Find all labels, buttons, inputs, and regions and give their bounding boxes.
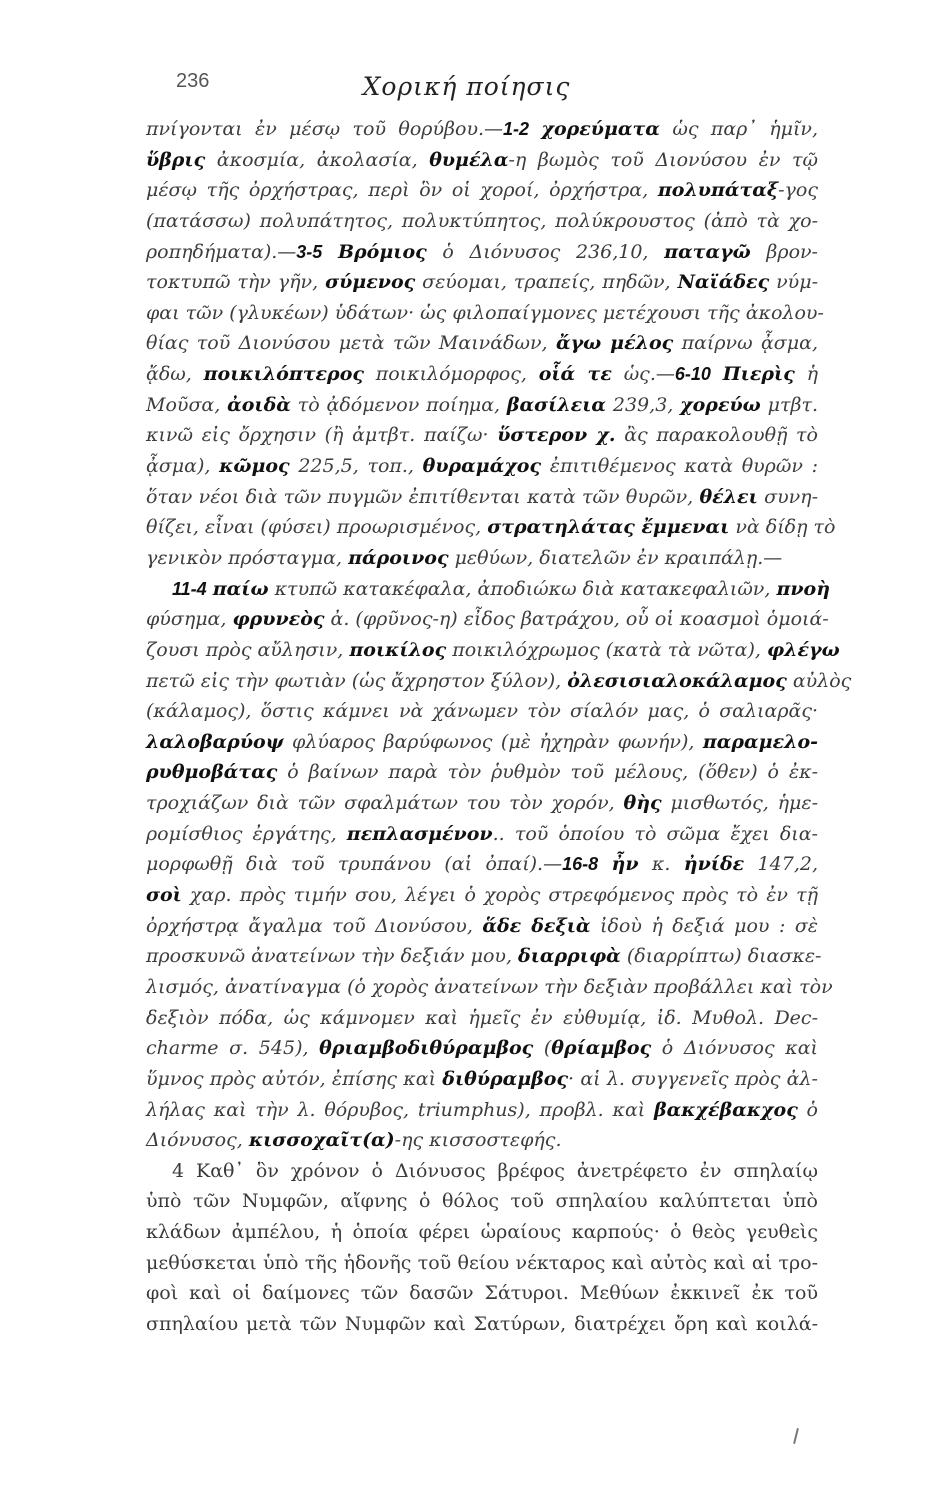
lemma-term: θέλει bbox=[699, 485, 758, 508]
gloss-text: νύμ- bbox=[769, 271, 818, 294]
text-line bbox=[146, 206, 818, 237]
text-line bbox=[146, 911, 818, 942]
gloss-text: φοὶ καὶ οἱ δαίμονες τῶν δασῶν Σάτυροι. Μεθύων ἐκκινεῖ ἐκ τοῦ bbox=[146, 1282, 818, 1305]
gloss-text: ὁ bbox=[797, 1098, 818, 1121]
gloss-text: γενικὸν πρόσταγμα, bbox=[146, 546, 349, 569]
gloss-text: ἀ. (φρῦνος-η) εἶδος βατράχου, οὗ οἱ κοασμοὶ ὁμοιά- bbox=[324, 608, 829, 631]
text-line bbox=[146, 328, 818, 359]
gloss-text: βρον- bbox=[750, 240, 818, 263]
lemma-term: κῶμος bbox=[219, 455, 290, 478]
text-line bbox=[146, 267, 818, 298]
text-line bbox=[146, 543, 818, 574]
gloss-text: ἂς παρακολουθῇ τὸ bbox=[615, 424, 818, 447]
lemma-term: ἦν bbox=[611, 853, 639, 876]
text-line bbox=[146, 175, 818, 206]
lemma-term: διθύραμβος bbox=[442, 1067, 569, 1090]
page-number: 236 bbox=[176, 70, 210, 92]
gloss-text: ρομίσθιος ἐργάτης, bbox=[146, 822, 347, 845]
text-line bbox=[146, 1278, 818, 1309]
gloss-text: χαρ. πρὸς τιμήν σου, λέγει ὁ χορὸς στρεφόμενος πρὸς τὸ ἐν τῇ bbox=[181, 884, 818, 907]
text-line bbox=[146, 604, 829, 635]
gloss-text: ροπηδήματα).— bbox=[146, 240, 297, 263]
gloss-text: (κάλαμος), ὅστις κάμνει νὰ χάνωμεν τὸν σίαλόν μας, ὁ σαλιαρᾶς· bbox=[146, 700, 818, 723]
gloss-text: ἰδοὺ ἡ δεξιά μου : σὲ bbox=[590, 914, 818, 937]
gloss-text: (διαρρίπτω) διασκε- bbox=[620, 945, 822, 968]
text-line bbox=[146, 451, 818, 482]
text-line bbox=[146, 666, 852, 697]
verse-reference: 3-5 bbox=[296, 241, 323, 262]
lemma-term: ποικιλόπτερος bbox=[203, 363, 364, 386]
lemma-term: ἅδε δεξιὰ bbox=[482, 914, 591, 937]
gloss-text: -η βωμὸς τοῦ Διονύσου ἐν τῷ bbox=[508, 148, 818, 171]
gloss-text: -γος bbox=[778, 179, 818, 202]
lemma-term: παταγῶ bbox=[664, 240, 751, 263]
gloss-text bbox=[322, 241, 338, 263]
text-line bbox=[146, 635, 840, 666]
gloss-text: λισμός, ἀνατίναγμα (ὁ χορὸς ἀνατείνων τὴν δεξιὰν προβάλλει καὶ τὸν bbox=[146, 975, 833, 998]
text-line bbox=[146, 1064, 818, 1095]
lemma-term: ὕβρις bbox=[146, 148, 206, 171]
gloss-text: μτβτ. bbox=[760, 393, 818, 416]
gloss-text: αὐλὸς bbox=[786, 669, 852, 692]
gloss-text: ᾆσμα), bbox=[146, 455, 220, 478]
text-line bbox=[146, 512, 836, 543]
gloss-text: κλάδων ἀμπέλου, ἡ ὁποία φέρει ὡραίους καρπούς· ὁ θεὸς γευθεὶς bbox=[146, 1221, 818, 1244]
commentary-body bbox=[146, 114, 852, 1340]
verse-reference: 1-2 bbox=[503, 119, 530, 139]
gloss-text: φύσημα, bbox=[146, 608, 233, 631]
gloss-text: πετῶ εἰς τὴν φωτιὰν (ὡς ἄχρηστον ξύλον), bbox=[146, 669, 568, 692]
lemma-term: φλέγω bbox=[766, 638, 840, 661]
gloss-text: παίρνω ᾆσμα, bbox=[673, 332, 818, 355]
lemma-term: χορεύω bbox=[680, 393, 761, 416]
lemma-term: πνοὴ bbox=[776, 577, 831, 600]
gloss-text: ὁ Διόνυσος 236,10, bbox=[426, 240, 665, 263]
text-line bbox=[146, 574, 831, 605]
gloss-text: ἀκοσμία, ἀκολασία, bbox=[205, 148, 430, 171]
text-line bbox=[146, 972, 833, 1003]
gloss-text: 147,2, bbox=[744, 853, 818, 876]
gloss-text: ἐπιτιθέμενος κατὰ θυρῶν : bbox=[541, 455, 818, 478]
gloss-text: δεξιὸν πόδα, ὡς κάμνομεν καὶ ἡμεῖς ἐν εὐθυμίᾳ, ἰδ. Μυθολ. Dec- bbox=[146, 1006, 818, 1029]
gloss-text: προσκυνῶ ἀνατείνων τὴν δεξιάν μου, bbox=[146, 945, 519, 968]
lemma-term: σύμενος bbox=[325, 271, 416, 294]
gloss-text: -ης κισσοστεφής. bbox=[394, 1129, 562, 1152]
gloss-text: μισθωτός, ἡμε- bbox=[661, 792, 818, 815]
text-line bbox=[146, 482, 818, 513]
gloss-text: φαι τῶν (γλυκέων) ὑδάτων· ὡς φιλοπαίγμονες μετέχουσι τῆς ἀκολου- bbox=[146, 301, 824, 324]
gloss-text: (πατάσσω) πολυπάτητος, πολυκτύπητος, πολύκρουστος (ἀπὸ τὰ χο- bbox=[146, 209, 818, 232]
gloss-text: ποικιλόμορφος, bbox=[363, 363, 539, 386]
lemma-term: ἀοιδὰ bbox=[227, 393, 291, 416]
gloss-text: .. τοῦ ὁποίου τὸ σῶμα ἔχει δια- bbox=[492, 822, 818, 845]
gloss-text bbox=[711, 363, 723, 385]
text-line bbox=[146, 1125, 818, 1156]
gloss-text: τροχιάζων διὰ τῶν σφαλμάτων του τὸν χορόν, bbox=[146, 792, 624, 815]
lemma-term: παίω bbox=[212, 577, 269, 600]
text-line bbox=[146, 757, 818, 788]
text-line bbox=[146, 390, 818, 421]
gloss-text: μεθύσκεται ὑπὸ τῆς ἡδονῆς τοῦ θείου νέκταρος καὶ αὐτὸς καὶ αἱ τρο- bbox=[146, 1251, 818, 1274]
lemma-term: θρίαμβος bbox=[551, 1037, 652, 1060]
text-line bbox=[146, 145, 818, 176]
text-line bbox=[146, 1309, 818, 1340]
gloss-text: · αἱ λ. συγγενεῖς πρὸς ἀλ- bbox=[568, 1067, 818, 1090]
verse-reference: 11-4 bbox=[172, 578, 207, 599]
gloss-text: ἡ bbox=[794, 363, 819, 386]
gloss-text: νὰ δίδῃ τὸ bbox=[729, 516, 836, 539]
text-line bbox=[146, 696, 818, 727]
gloss-text: κινῶ εἰς ὄρχησιν (ἢ ἀμτβτ. παίζω· bbox=[146, 424, 498, 447]
lemma-term: ὕστερον χ. bbox=[497, 424, 616, 447]
lemma-term: διαρριφὰ bbox=[518, 945, 621, 968]
gloss-text: φλύαρος βαρύφωνος (μὲ ἠχηρὰν φωνήν), bbox=[283, 730, 703, 753]
gloss-text: ὑπὸ τῶν Νυμφῶν, αἴφνης ὁ θόλος τοῦ σπηλαίου καλύπτεται ὑπὸ bbox=[146, 1190, 818, 1213]
gloss-text: ὅταν νέοι διὰ τῶν πυγμῶν ἐπιτίθενται κατὰ τῶν θυρῶν, bbox=[146, 485, 700, 508]
text-line bbox=[146, 237, 818, 268]
gloss-text: θίας τοῦ Διονύσου μετὰ τῶν Μαινάδων, bbox=[146, 332, 556, 355]
gloss-text: τὸ ᾀδόμενον ποίημα, bbox=[290, 393, 507, 416]
text-line bbox=[146, 941, 822, 972]
gloss-text: ὀρχήστρᾳ ἄγαλμα τοῦ Διονύσου, bbox=[146, 914, 483, 937]
lemma-term: στρατηλάτας ἔμμεναι bbox=[487, 516, 730, 539]
text-line bbox=[146, 1095, 818, 1126]
gloss-text: μέσῳ τῆς ὀρχήστρας, περὶ ὃν οἱ χοροί, ὀρχήστρα, bbox=[146, 179, 658, 202]
lemma-term: θυραμάχος bbox=[422, 455, 542, 478]
gloss-text: ζουσι πρὸς αὔλησιν, bbox=[146, 638, 350, 661]
gloss-text: ὁ βαίνων παρὰ τὸν ῥυθμὸν τοῦ μέλους, (ὅθεν) ὁ ἐκ- bbox=[277, 761, 818, 784]
pencil-mark-icon bbox=[793, 1428, 799, 1444]
lemma-term: πεπλασμένον bbox=[346, 822, 493, 845]
gloss-text: ᾄδω, bbox=[146, 363, 204, 386]
gloss-text: συνη- bbox=[757, 485, 818, 508]
lemma-term: θυμέλα bbox=[429, 148, 509, 171]
lemma-term: Ναϊάδες bbox=[677, 271, 770, 294]
text-line bbox=[146, 1003, 818, 1034]
gloss-text: 4 Καθ᾽ ὃν χρόνον ὁ Διόνυσος βρέφος ἀνετρέφετο ἐν σπηλαίῳ bbox=[172, 1159, 818, 1182]
gloss-text: κτυπῶ κατακέφαλα, ἀποδιώκω διὰ κατακεφαλιῶν, bbox=[268, 577, 777, 600]
text-line bbox=[146, 1217, 818, 1248]
lemma-term: ρυθμοβάτας bbox=[146, 761, 278, 784]
page-header bbox=[0, 68, 933, 108]
lemma-term: Βρόμιος bbox=[337, 240, 427, 263]
gloss-text: ὕμνος πρὸς αὐτόν, ἐπίσης καὶ bbox=[146, 1067, 443, 1090]
lemma-term: θριαμβοδιθύραμβος bbox=[319, 1037, 534, 1060]
verse-reference: 6-10 bbox=[674, 364, 711, 385]
gloss-text: Διόνυσος, bbox=[146, 1129, 249, 1152]
text-line bbox=[146, 420, 818, 451]
text-line bbox=[146, 788, 818, 819]
gloss-text: ὡς.— bbox=[611, 363, 675, 386]
lemma-term: λαλοβαρύοψ bbox=[146, 730, 284, 753]
text-line bbox=[146, 1186, 818, 1217]
lemma-term: σοὶ bbox=[146, 884, 182, 907]
lemma-term: ὀλεσισιαλοκάλαμος bbox=[567, 669, 787, 692]
gloss-text: μεθύων, διατελῶν ἐν κραιπάλῃ.— bbox=[448, 546, 783, 569]
gloss-text bbox=[529, 118, 541, 140]
gloss-text: μορφωθῇ διὰ τοῦ τρυπάνου (αἱ ὀπαί).— bbox=[146, 853, 563, 876]
gloss-text: θίζει, εἶναι (φύσει) προωρισμένος, bbox=[146, 516, 488, 539]
text-line bbox=[146, 114, 818, 145]
text-line bbox=[146, 849, 818, 880]
gloss-text bbox=[598, 853, 611, 875]
lemma-term: παραμελο- bbox=[702, 730, 818, 753]
lemma-term: φρυνεὸς bbox=[232, 608, 325, 631]
gloss-text: ὁ Διόνυσος καὶ bbox=[651, 1037, 818, 1060]
text-line bbox=[146, 880, 818, 911]
gloss-text: λήλας καὶ τὴν λ. θόρυβος, triumphus), προβλ. καὶ bbox=[146, 1098, 655, 1121]
text-line bbox=[146, 298, 824, 329]
running-title: Χορική ποίησις bbox=[362, 72, 571, 101]
gloss-text: ( bbox=[533, 1037, 552, 1060]
gloss-text: πνίγονται ἐν μέσῳ τοῦ θορύβου.— bbox=[146, 118, 504, 140]
text-line bbox=[146, 1156, 818, 1187]
lemma-term: ἄγω μέλος bbox=[555, 332, 674, 355]
lemma-term: πάροινος bbox=[348, 546, 449, 569]
text-line bbox=[146, 1033, 818, 1064]
text-line bbox=[146, 359, 818, 390]
gloss-text: τοκτυπῶ τὴν γῆν, bbox=[146, 271, 326, 294]
gloss-text: ὡς παρ᾽ ἡμῖν, bbox=[659, 118, 818, 140]
lemma-term: βασίλεια bbox=[506, 393, 607, 416]
lemma-term: οἷά τε bbox=[538, 363, 612, 386]
lemma-term: Πιερὶς bbox=[722, 363, 795, 386]
text-line bbox=[146, 727, 818, 758]
verse-reference: 16-8 bbox=[562, 854, 599, 875]
lemma-term: ποικίλος bbox=[349, 638, 447, 661]
lemma-term: χορεύματα bbox=[541, 118, 660, 140]
gloss-text: 225,5, τοπ., bbox=[289, 455, 423, 478]
gloss-text: Μοῦσα, bbox=[146, 393, 228, 416]
text-line bbox=[146, 819, 818, 850]
gloss-text: 239,3, bbox=[606, 393, 681, 416]
gloss-text: κ. bbox=[638, 853, 684, 876]
lemma-term: θὴς bbox=[623, 792, 662, 815]
lemma-term: βακχέβακχος bbox=[654, 1098, 798, 1121]
lemma-term: κισσοχαῖτ(α) bbox=[248, 1129, 395, 1152]
gloss-text: ποικιλόχρωμος (κατὰ τὰ νῶτα), bbox=[446, 638, 767, 661]
lemma-term: πολυπάταξ bbox=[657, 179, 779, 202]
text-line bbox=[146, 1248, 818, 1279]
gloss-text: σεύομαι, τραπείς, πηδῶν, bbox=[415, 271, 678, 294]
gloss-text: charme σ. 545), bbox=[146, 1037, 320, 1060]
lemma-term: ἠνίδε bbox=[683, 853, 745, 876]
gloss-text: σπηλαίου μετὰ τῶν Νυμφῶν καὶ Σατύρων, διατρέχει ὄρη καὶ κοιλά- bbox=[146, 1312, 818, 1335]
